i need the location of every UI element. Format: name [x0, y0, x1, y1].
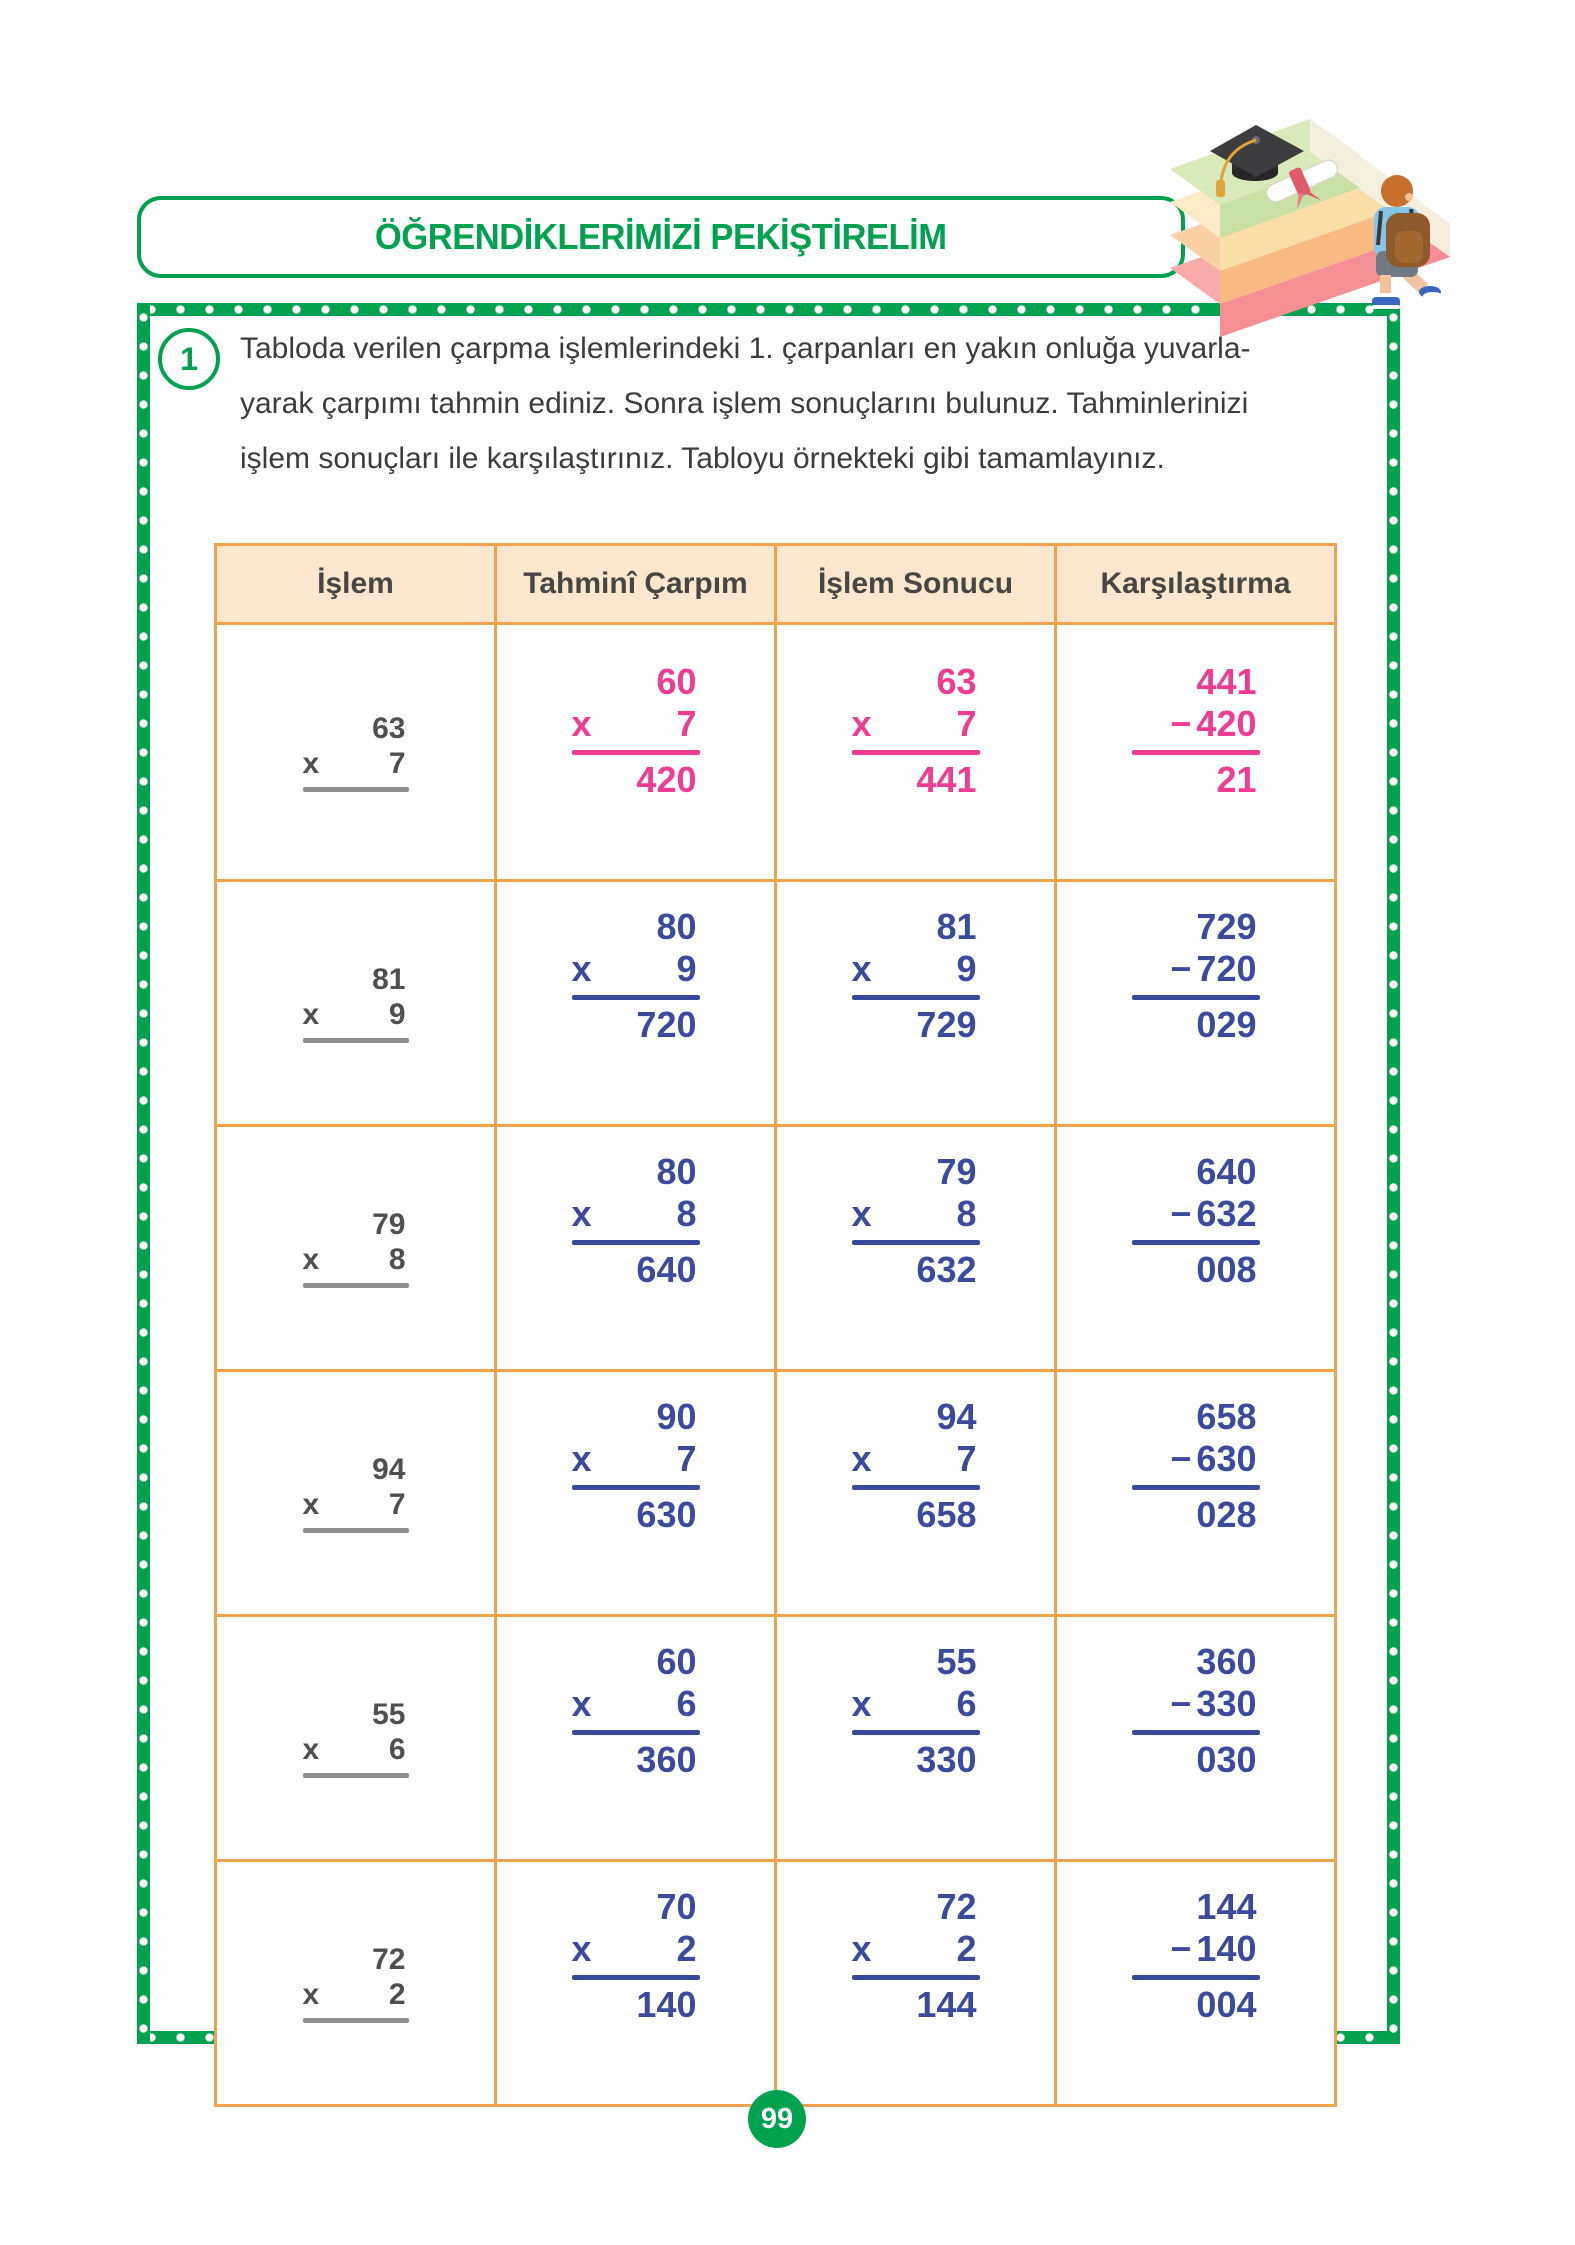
answer-line [852, 1975, 980, 1980]
operator: − [1170, 702, 1192, 744]
operator: x [851, 947, 872, 989]
table-row [216, 1861, 1336, 2106]
result-value: 658 [916, 1493, 977, 1535]
table-row [216, 624, 1336, 881]
answer-line [1132, 1975, 1260, 1980]
cell-karsilastirma [1056, 1861, 1336, 2106]
operator: x [302, 998, 320, 1031]
operator: x [571, 947, 592, 989]
answer-line [572, 1485, 700, 1490]
operand-top: 72 [372, 1943, 406, 1977]
result-value: 720 [636, 1003, 697, 1045]
cell-tahmini-carpim [496, 1371, 776, 1616]
operator: x [302, 747, 320, 780]
cell-islem-sonucu [776, 881, 1056, 1126]
column-header-tahmini-carpim: Tahminî Çarpım [496, 545, 776, 624]
result-value: 004 [1196, 1983, 1257, 2025]
result-value: 030 [1196, 1738, 1257, 1780]
multiplication-work [572, 1886, 700, 2025]
operator: x [571, 1192, 592, 1234]
operand-bottom: 9 [388, 998, 406, 1031]
cell-islem [216, 1861, 496, 2106]
operator: x [302, 1978, 320, 2011]
result-value: 029 [1196, 1003, 1257, 1045]
operator: − [1170, 1682, 1192, 1724]
multiplication-work [852, 661, 980, 800]
operand-top: 360 [1196, 1641, 1257, 1682]
operator: x [571, 1437, 592, 1479]
operator: x [851, 1682, 872, 1724]
multiplication-work [303, 1208, 409, 1288]
operand-top: 60 [656, 1641, 697, 1682]
answer-line [303, 1528, 409, 1533]
cell-karsilastirma [1056, 881, 1336, 1126]
operand-top: 63 [936, 661, 977, 702]
dotted-border-right [1387, 303, 1400, 2044]
operator: x [851, 1437, 872, 1479]
operator: x [851, 702, 872, 744]
answer-line [852, 750, 980, 755]
book-staircase-illustration [1152, 85, 1452, 345]
answer-line [572, 1240, 700, 1245]
operand-bottom: 632 [1196, 1192, 1257, 1234]
multiplication-work [852, 1396, 980, 1535]
operator: x [851, 1192, 872, 1234]
cell-islem [216, 881, 496, 1126]
operand-bottom: 8 [676, 1192, 697, 1234]
result-value: 008 [1196, 1248, 1257, 1290]
table-body [216, 624, 1336, 2106]
question-number-badge [158, 328, 220, 390]
result-value: 330 [916, 1738, 977, 1780]
multiplication-work [1132, 661, 1260, 800]
operator: x [851, 1927, 872, 1969]
operator: x [571, 1682, 592, 1724]
table-row [216, 1126, 1336, 1371]
operand-bottom: 330 [1196, 1682, 1257, 1724]
answer-line [1132, 1240, 1260, 1245]
operator: − [1170, 1927, 1192, 1969]
cell-tahmini-carpim [496, 881, 776, 1126]
answer-line [572, 1730, 700, 1735]
instruction-text [240, 321, 1390, 486]
multiplication-work [852, 1641, 980, 1780]
operator: x [571, 702, 592, 744]
operand-top: 80 [656, 1151, 697, 1192]
cell-karsilastirma [1056, 1371, 1336, 1616]
answer-line [572, 1975, 700, 1980]
cell-islem-sonucu [776, 1126, 1056, 1371]
multiplication-work [303, 963, 409, 1043]
operand-bottom: 6 [388, 1733, 406, 1766]
operator: x [571, 1927, 592, 1969]
operand-bottom: 6 [676, 1682, 697, 1724]
cell-islem-sonucu [776, 1861, 1056, 2106]
table-row [216, 881, 1336, 1126]
operand-top: 640 [1196, 1151, 1257, 1192]
result-value: 144 [916, 1983, 977, 2025]
operand-bottom: 7 [388, 747, 406, 780]
answer-line [572, 750, 700, 755]
answer-line [1132, 1485, 1260, 1490]
operand-bottom: 8 [388, 1243, 406, 1276]
operand-top: 144 [1196, 1886, 1257, 1927]
cell-islem [216, 624, 496, 881]
operand-bottom: 2 [676, 1927, 697, 1969]
multiplication-work [572, 1151, 700, 1290]
answer-line [303, 1283, 409, 1288]
operand-bottom: 9 [956, 947, 977, 989]
operand-top: 90 [656, 1396, 697, 1437]
answer-line [852, 1730, 980, 1735]
operator: x [302, 1243, 320, 1276]
instruction-line: Tabloda verilen çarpma işlemlerindeki 1. çarpanları en yakın onluğa yuvarla- [240, 332, 1251, 365]
result-value: 441 [916, 758, 977, 800]
operand-top: 79 [372, 1208, 406, 1242]
multiplication-work [572, 1396, 700, 1535]
instruction-line: yarak çarpımı tahmin ediniz. Sonra işlem sonuçlarını bulunuz. Tahminlerinizi [240, 387, 1249, 420]
multiplication-work [852, 906, 980, 1045]
operand-top: 81 [372, 963, 406, 997]
answer-line [1132, 750, 1260, 755]
operand-bottom: 9 [676, 947, 697, 989]
multiplication-work [1132, 1886, 1260, 2025]
operand-top: 729 [1196, 906, 1257, 947]
column-header-islem-sonucu: İşlem Sonucu [776, 545, 1056, 624]
result-value: 360 [636, 1738, 697, 1780]
operand-bottom: 420 [1196, 702, 1257, 744]
multiplication-work [1132, 906, 1260, 1045]
operand-top: 70 [656, 1886, 697, 1927]
answer-line [1132, 1730, 1260, 1735]
operand-bottom: 7 [388, 1488, 406, 1521]
operand-top: 79 [936, 1151, 977, 1192]
operand-top: 658 [1196, 1396, 1257, 1437]
multiplication-work [572, 906, 700, 1045]
operand-top: 94 [372, 1453, 406, 1487]
cell-islem-sonucu [776, 624, 1056, 881]
answer-line [303, 1773, 409, 1778]
cell-islem-sonucu [776, 1371, 1056, 1616]
operand-bottom: 6 [956, 1682, 977, 1724]
multiplication-table [214, 543, 1337, 2107]
result-value: 640 [636, 1248, 697, 1290]
operand-bottom: 2 [388, 1978, 406, 2011]
operand-top: 72 [936, 1886, 977, 1927]
multiplication-work [1132, 1396, 1260, 1535]
table-header-row [216, 545, 1336, 624]
answer-line [303, 2018, 409, 2023]
operand-top: 81 [936, 906, 977, 947]
cell-tahmini-carpim [496, 624, 776, 881]
cell-tahmini-carpim [496, 1616, 776, 1861]
answer-line [303, 787, 409, 792]
table-row [216, 1616, 1336, 1861]
page-number: 99 [760, 2102, 794, 2135]
multiplication-work [1132, 1151, 1260, 1290]
answer-line [852, 1485, 980, 1490]
multiplication-work [303, 1698, 409, 1778]
table-row [216, 1371, 1336, 1616]
cell-islem-sonucu [776, 1616, 1056, 1861]
cell-karsilastirma [1056, 1616, 1336, 1861]
answer-line [852, 995, 980, 1000]
result-value: 729 [916, 1003, 977, 1045]
question-number: 1 [180, 340, 198, 377]
section-title-box [137, 196, 1185, 278]
operand-bottom: 720 [1196, 947, 1257, 989]
operator: − [1170, 1192, 1192, 1234]
operand-bottom: 7 [676, 1437, 697, 1479]
operand-bottom: 630 [1196, 1437, 1257, 1479]
multiplication-work [572, 661, 700, 800]
multiplication-work [852, 1151, 980, 1290]
answer-line [1132, 995, 1260, 1000]
exercise-panel [137, 303, 1400, 2044]
page-title: ÖĞRENDİKLERİMİZİ PEKİŞTİRELİM [375, 216, 947, 257]
result-value: 140 [636, 1983, 697, 2025]
multiplication-work [303, 1453, 409, 1533]
cell-karsilastirma [1056, 1126, 1336, 1371]
cell-islem [216, 1616, 496, 1861]
result-value: 632 [916, 1248, 977, 1290]
multiplication-work [852, 1886, 980, 2025]
result-value: 21 [1216, 758, 1257, 800]
result-value: 420 [636, 758, 697, 800]
cell-karsilastirma [1056, 624, 1336, 881]
result-value: 630 [636, 1493, 697, 1535]
operator: x [302, 1488, 320, 1521]
operand-bottom: 7 [956, 702, 977, 744]
operand-bottom: 2 [956, 1927, 977, 1969]
operand-bottom: 8 [956, 1192, 977, 1234]
cell-islem [216, 1371, 496, 1616]
operand-top: 63 [372, 712, 406, 746]
operand-top: 55 [372, 1698, 406, 1732]
operand-bottom: 140 [1196, 1927, 1257, 1969]
cell-tahmini-carpim [496, 1861, 776, 2106]
column-header-islem: İşlem [216, 545, 496, 624]
operand-top: 441 [1196, 661, 1257, 702]
instruction-line: işlem sonuçları ile karşılaştırınız. Tabloyu örnekteki gibi tamamlayınız. [240, 442, 1165, 475]
answer-line [852, 1240, 980, 1245]
answer-line [572, 995, 700, 1000]
page-number-badge [748, 2090, 806, 2148]
multiplication-work [572, 1641, 700, 1780]
operator: x [302, 1733, 320, 1766]
multiplication-work [1132, 1641, 1260, 1780]
operand-bottom: 7 [956, 1437, 977, 1479]
operator: − [1170, 947, 1192, 989]
result-value: 028 [1196, 1493, 1257, 1535]
operand-top: 60 [656, 661, 697, 702]
answer-line [303, 1038, 409, 1043]
operand-top: 55 [936, 1641, 977, 1682]
dotted-border-left [137, 303, 150, 2044]
operator: − [1170, 1437, 1192, 1479]
operand-bottom: 7 [676, 702, 697, 744]
cell-islem [216, 1126, 496, 1371]
multiplication-work [303, 712, 409, 792]
multiplication-work [303, 1943, 409, 2023]
operand-top: 94 [936, 1396, 977, 1437]
operand-top: 80 [656, 906, 697, 947]
column-header-karsilastirma: Karşılaştırma [1056, 545, 1336, 624]
cell-tahmini-carpim [496, 1126, 776, 1371]
